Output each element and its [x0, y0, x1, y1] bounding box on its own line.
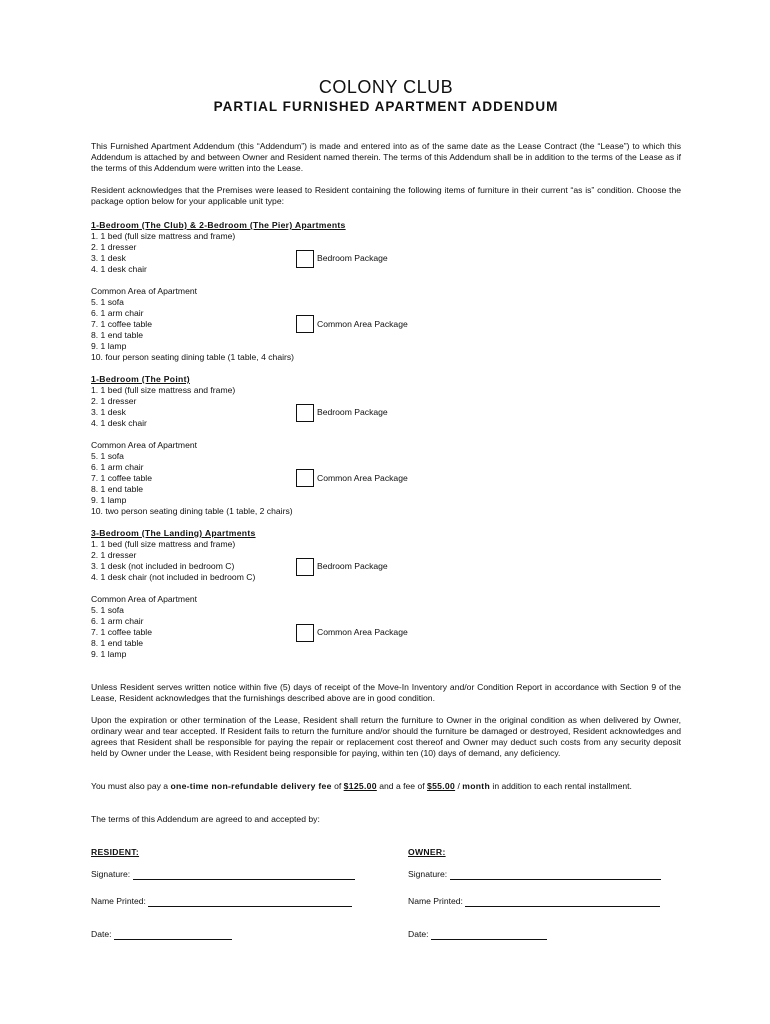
list-item: 3. 1 desk — [91, 253, 126, 263]
list-item: 4. 1 desk chair — [91, 264, 147, 274]
list-item: 8. 1 end table — [91, 638, 144, 648]
common-area-heading: Common Area of Apartment — [91, 594, 198, 604]
list-item: 2. 1 dresser — [91, 242, 137, 252]
list-item: 7. 1 coffee table — [91, 473, 152, 483]
common-area-heading: Common Area of Apartment — [91, 440, 198, 450]
list-item: 1. 1 bed (full size mattress and frame) — [91, 539, 236, 549]
date-label: Date: — [91, 929, 112, 939]
common-area-package-label: Common Area Package — [317, 319, 408, 329]
list-item: 9. 1 lamp — [91, 495, 127, 505]
list-item: 10. four person seating dining table (1 table, 4 chairs) — [91, 352, 295, 362]
list-item: 7. 1 coffee table — [91, 319, 152, 329]
list-item: 3. 1 desk (not included in bedroom C) — [91, 561, 235, 571]
fee-text: and a fee of — [376, 781, 427, 791]
fee-text: in addition to each rental installment. — [490, 781, 632, 791]
resident-name-field[interactable] — [148, 897, 352, 907]
common-area-package-label: Common Area Package — [317, 627, 408, 637]
list-item: 5. 1 sofa — [91, 605, 124, 615]
list-item: 8. 1 end table — [91, 330, 144, 340]
resident-name-row — [91, 896, 352, 907]
acknowledge-paragraph: Resident acknowledges that the Premises were leased to Resident containing the following items of furniture in their current “as is” condition. Choose the package option below for your applicable unit type: — [91, 185, 681, 206]
list-item: 1. 1 bed (full size mattress and frame) — [91, 385, 236, 395]
owner-signature-row — [408, 869, 661, 880]
common-area-package-label: Common Area Package — [317, 473, 408, 483]
document-subtitle: PARTIAL FURNISHED APARTMENT ADDENDUM — [213, 99, 559, 114]
bedroom-package-label: Bedroom Package — [317, 407, 388, 417]
common-area-package-checkbox[interactable] — [296, 469, 314, 487]
list-item: 8. 1 end table — [91, 484, 144, 494]
resident-heading: RESIDENT: — [91, 847, 140, 857]
list-item: 6. 1 arm chair — [91, 462, 144, 472]
list-item: 6. 1 arm chair — [91, 308, 144, 318]
signature-label: Signature: — [408, 869, 448, 879]
list-item: 3. 1 desk — [91, 407, 126, 417]
owner-name-field[interactable] — [465, 897, 660, 907]
list-item: 4. 1 desk chair (not included in bedroom C) — [91, 572, 256, 582]
delivery-fee-amount: $125.00 — [343, 781, 377, 791]
list-item: 5. 1 sofa — [91, 297, 124, 307]
delivery-fee-label: one-time non-refundable delivery fee — [170, 781, 332, 791]
name-label: Name Printed: — [408, 896, 463, 906]
list-item: 10. two person seating dining table (1 table, 2 chairs) — [91, 506, 293, 516]
intro-paragraph: This Furnished Apartment Addendum (this “Addendum”) is made and entered into as of the same date as the Lease Contract (the “Lease”) to which this Addendum is attached by and between Owner and Resident named therein. The terms of this Addendum shall be in addition to the terms of the Lease as if the terms of this Addendum were written into the Lease. — [91, 141, 681, 173]
list-item: 2. 1 dresser — [91, 550, 137, 560]
resident-date-field[interactable] — [114, 930, 232, 940]
section-heading: 1-Bedroom (The Point) — [91, 374, 190, 384]
fee-text: You must also pay a — [91, 781, 171, 791]
list-item: 6. 1 arm chair — [91, 616, 144, 626]
owner-date-field[interactable] — [431, 930, 547, 940]
list-item: 1. 1 bed (full size mattress and frame) — [91, 231, 236, 241]
fee-text: / — [455, 781, 463, 791]
owner-name-row — [408, 896, 660, 907]
list-item: 9. 1 lamp — [91, 649, 127, 659]
monthly-fee-amount: $55.00 — [427, 781, 456, 791]
resident-signature-row — [91, 869, 355, 880]
owner-signature-field[interactable] — [450, 870, 661, 880]
owner-date-row — [408, 929, 547, 940]
section-heading: 1-Bedroom (The Club) & 2-Bedroom (The Pier) Apartments — [91, 220, 346, 230]
resident-date-row — [91, 929, 232, 940]
signature-label: Signature: — [91, 869, 131, 879]
fee-text: of — [331, 781, 344, 791]
common-area-heading: Common Area of Apartment — [91, 286, 198, 296]
bedroom-package-label: Bedroom Package — [317, 561, 388, 571]
common-area-package-checkbox[interactable] — [296, 315, 314, 333]
return-paragraph: Upon the expiration or other termination of the Lease, Resident shall return the furniture to Owner in the original condition as when delivered by Owner, ordinary wear and tear accepted. If Resident fails to return the furniture and/or should the furniture be damaged or destroyed, Resident acknowledges and agrees that Resident shall be responsible for paying the repair or replacement cost thereof and Owner may deduct such costs from any security deposit held by Owner under the Lease, with Resident being responsible for paying, within ten (10) days of demand, any deficiency. — [91, 715, 681, 758]
fee-paragraph — [91, 781, 681, 792]
list-item: 2. 1 dresser — [91, 396, 137, 406]
list-item: 4. 1 desk chair — [91, 418, 147, 428]
document-title: COLONY CLUB — [318, 77, 454, 97]
agreement-statement: The terms of this Addendum are agreed to and accepted by: — [91, 814, 320, 824]
name-label: Name Printed: — [91, 896, 146, 906]
common-area-package-checkbox[interactable] — [296, 624, 314, 642]
bedroom-package-checkbox[interactable] — [296, 250, 314, 268]
list-item: 7. 1 coffee table — [91, 627, 152, 637]
resident-signature-field[interactable] — [133, 870, 355, 880]
monthly-fee-unit: month — [462, 781, 491, 791]
bedroom-package-checkbox[interactable] — [296, 404, 314, 422]
bedroom-package-label: Bedroom Package — [317, 253, 388, 263]
owner-heading: OWNER: — [408, 847, 446, 857]
notice-paragraph: Unless Resident serves written notice within five (5) days of receipt of the Move-In Inventory and/or Condition Report in accordance with Section 9 of the Lease, Resident acknowledges that the furnishings described above are in good condition. — [91, 682, 681, 703]
date-label: Date: — [408, 929, 429, 939]
section-heading: 3-Bedroom (The Landing) Apartments — [91, 528, 256, 538]
list-item: 5. 1 sofa — [91, 451, 124, 461]
list-item: 9. 1 lamp — [91, 341, 127, 351]
bedroom-package-checkbox[interactable] — [296, 558, 314, 576]
